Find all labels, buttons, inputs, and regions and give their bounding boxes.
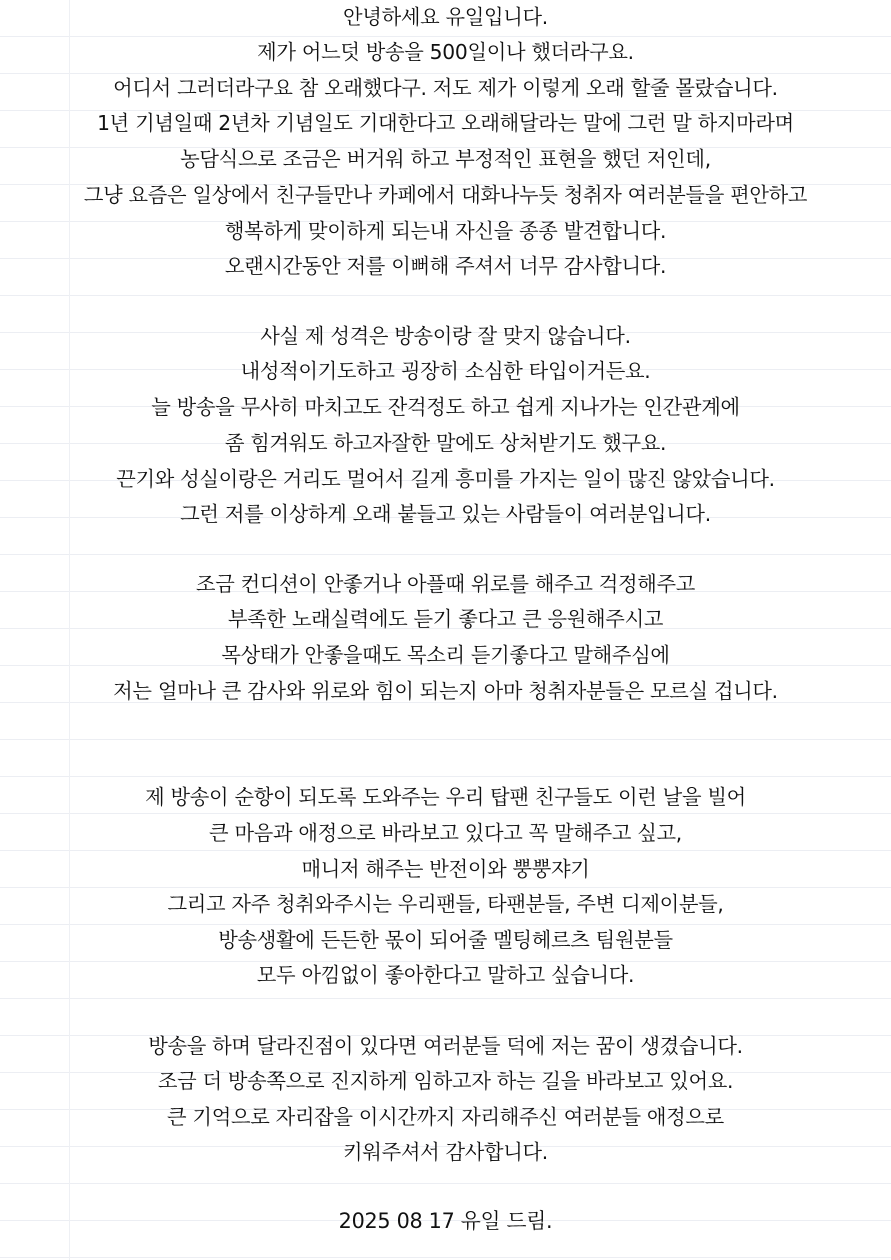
letter-line: 큰 마음과 애정으로 바라보고 있다고 꼭 말해주고 싶고, [209, 821, 682, 845]
letter-line: 목상태가 안좋을때도 목소리 듣기좋다고 말해주심에 [221, 643, 670, 667]
letter-line: 방송생활에 든든한 몫이 되어줄 멜팅헤르츠 팀원분들 [218, 928, 673, 952]
letter-line: 모두 아낌없이 좋아한다고 말하고 싶습니다. [256, 963, 635, 987]
letter-line: 좀 힘겨워도 하고자잘한 말에도 상처받기도 했구요. [224, 431, 667, 455]
letter-line: 그냥 요즘은 일상에서 친구들만나 카페에서 대화나누듯 청취자 여러분들을 편안하고 [83, 183, 808, 207]
letter-line: 그런 저를 이상하게 오래 붙들고 있는 사람들이 여러분입니다. [180, 502, 711, 526]
letter-line: 오랜시간동안 저를 이뻐해 주셔서 너무 감사합니다. [224, 254, 667, 278]
letter-line: 큰 기억으로 자리잡을 이시간까지 자리해주신 여러분들 애정으로 [167, 1105, 724, 1129]
letter-line: 끈기와 성실이랑은 거리도 멀어서 길게 흥미를 가지는 일이 많진 않았습니다. [116, 467, 775, 491]
letter-line: 내성적이기도하고 굉장히 소심한 타입이거든요. [240, 359, 651, 383]
letter-line: 늘 방송을 무사히 마치고도 잔걱정도 하고 쉽게 지나가는 인간관계에 [151, 395, 740, 419]
letter-line: 부족한 노래실력에도 듣기 좋다고 큰 응원해주시고 [227, 607, 664, 631]
letter-line: 키워주셔서 감사합니다. [343, 1140, 548, 1164]
letter-line: 어디서 그러더라구요 참 오래했다구. 저도 제가 이렇게 오래 할줄 몰랐습니다. [113, 76, 778, 100]
letter-line: 방송을 하며 달라진점이 있다면 여러분들 덕에 저는 꿈이 생겼습니다. [148, 1034, 743, 1058]
letter-line: 1년 기념일때 2년차 기념일도 기대한다고 오래해달라는 말에 그런 말 하지마라며 [97, 111, 794, 135]
letter-line: 제 방송이 순항이 되도록 도와주는 우리 탑팬 친구들도 이런 날을 빌어 [145, 785, 746, 809]
letter-line: 사실 제 성격은 방송이랑 잘 맞지 않습니다. [260, 324, 631, 348]
letter-line: 농담식으로 조금은 버거워 하고 부정적인 표현을 했던 저인데, [180, 147, 711, 171]
letter-line: 그리고 자주 청취와주시는 우리팬들, 타팬분들, 주변 디제이분들, [167, 892, 724, 916]
letter-line: 행복하게 맞이하게 되는내 자신을 종종 발견합니다. [224, 219, 667, 243]
signature-date: 2025 08 17 유일 드림. [338, 1209, 553, 1233]
letter-line: 안녕하세요 유일입니다. [343, 5, 548, 29]
letter-line: 제가 어느덧 방송을 500일이나 했더라구요. [257, 40, 634, 64]
letter-line: 매니저 해주는 반전이와 뿡뿡쟈기 [301, 857, 590, 881]
letter-line: 조금 더 방송쪽으로 진지하게 임하고자 하는 길을 바라보고 있어요. [157, 1069, 734, 1093]
letter-line: 저는 얼마나 큰 감사와 위로와 힘이 되는지 아마 청취자분들은 모르실 겁니다. [113, 679, 778, 703]
letter-line: 조금 컨디션이 안좋거나 아플때 위로를 해주고 걱정해주고 [195, 572, 696, 596]
